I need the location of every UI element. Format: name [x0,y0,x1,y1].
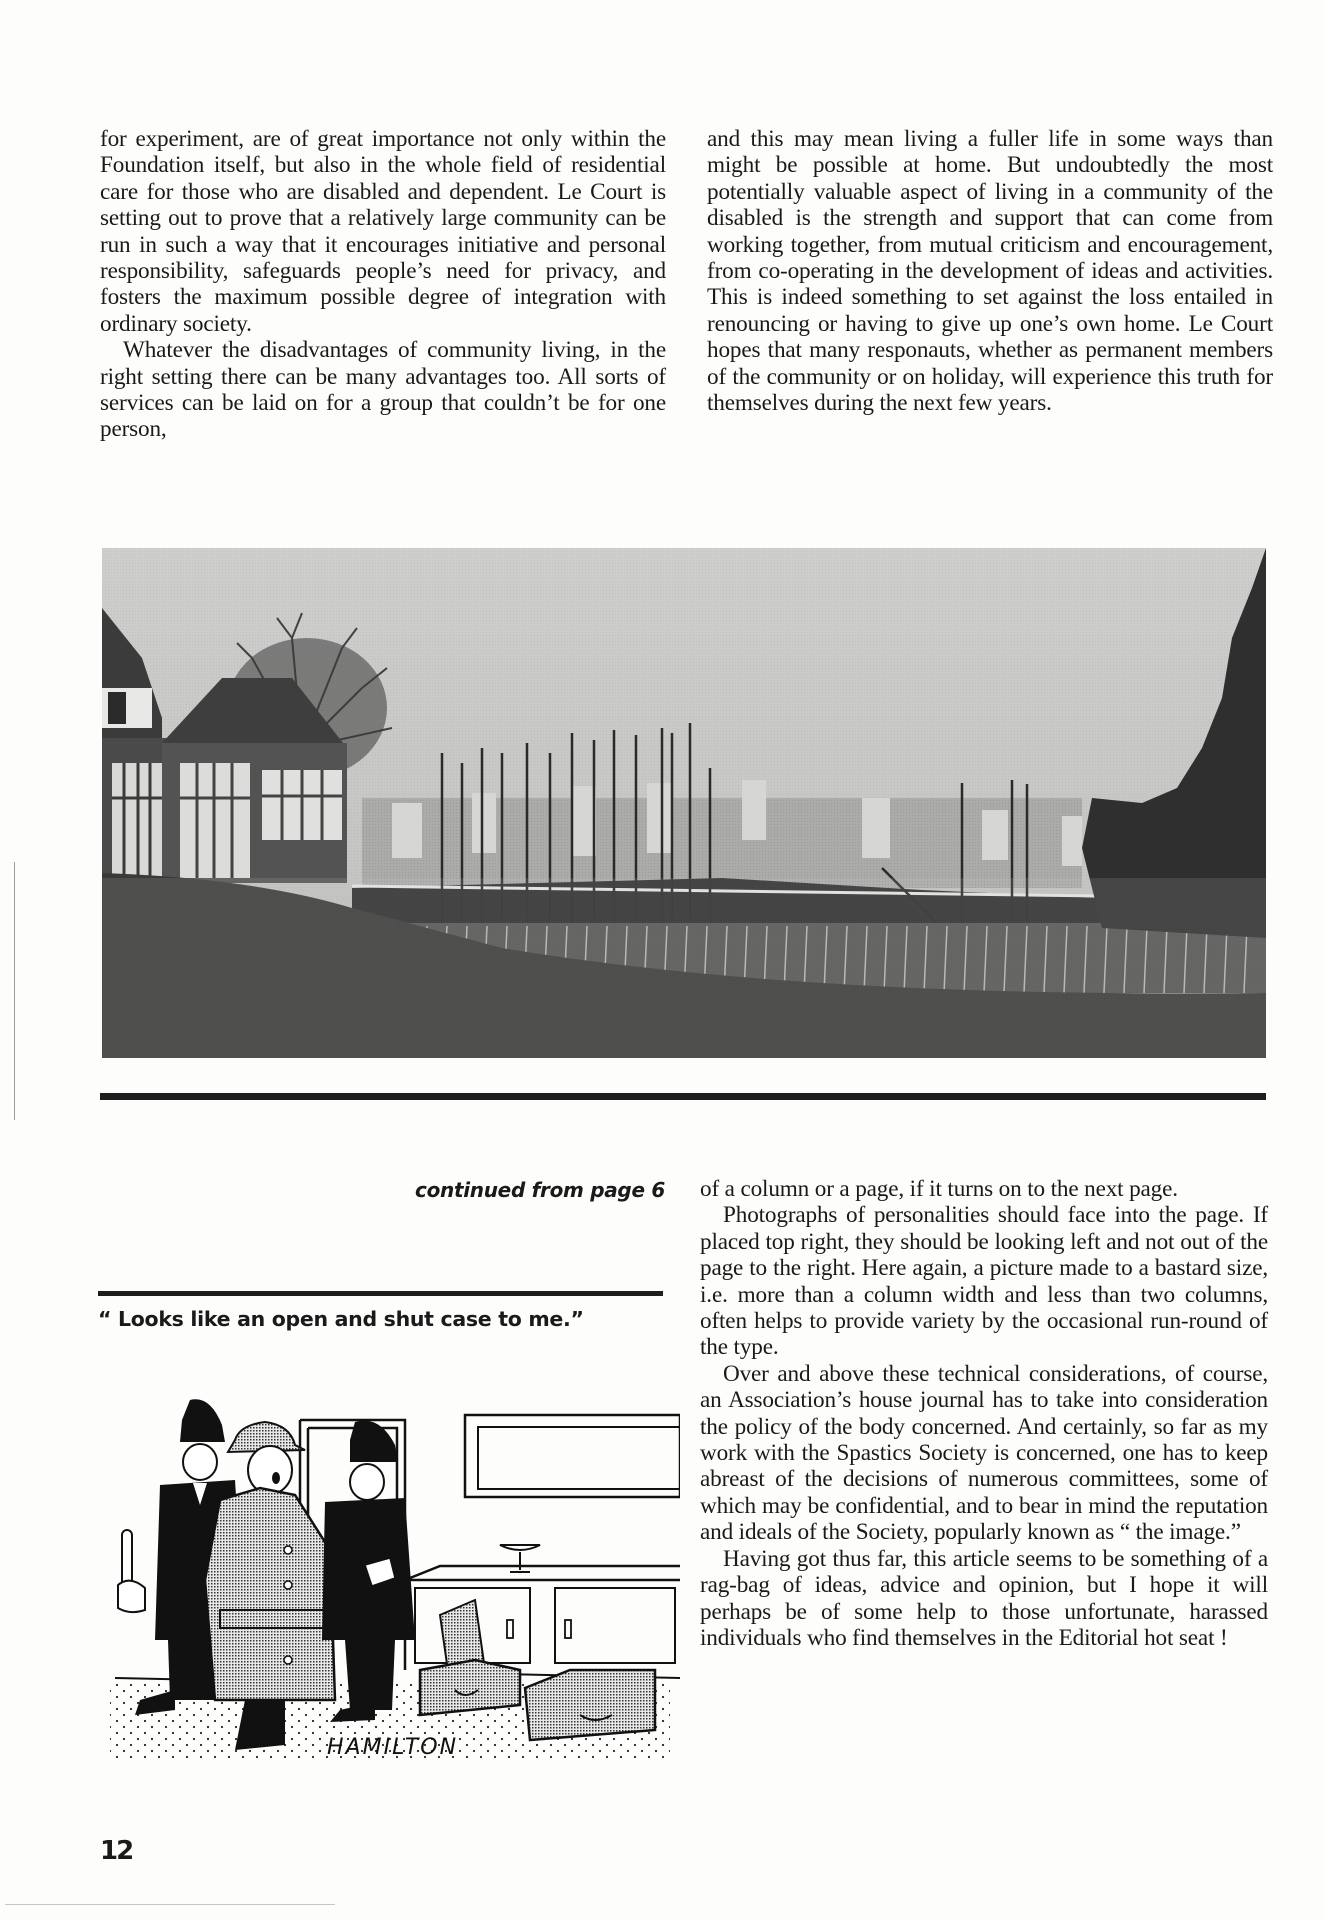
article-top-right-column [707,126,1273,416]
article-top-left-column [100,126,666,443]
policeman-right [322,1421,415,1722]
photo-illustration [102,548,1266,1058]
scan-edge-line [5,1904,335,1905]
le-court-construction-photo [102,548,1266,1058]
detective [205,1422,335,1750]
paragraph: Over and above these technical considerations, of course, an Association’s house journal has to take into consideration the policy of the body concerned. And certainly, so far as my work with the Spastics Society is concerned, one has to keep abreast of the decisions of numerous committees, some of which may be confidential, and to bear in mind the reputation and ideals of the Society, popularly known as “ the image.” [700,1360,1268,1546]
page-number: 12 [100,1836,133,1866]
paragraph: and this may mean living a fuller life in some ways than might be possible at home. But undoubtedly the most potentially valuable aspect of living in a community of the disabled is the strength and support that can come from working together, from mutual criticism and encouragement, from co-operating in the development of ideas and activities. This is indeed something to set against the loss entailed in renouncing or having to give up one’s own home. Le Court hopes that many responauts, whether as permanent members of the community or on holiday, will experience this truth for themselves during the next few years. [707,126,1273,417]
cartoon-divider-rule [98,1291,663,1296]
section-divider-rule [100,1093,1266,1100]
cartoonist-signature: HAMILTON [327,1735,459,1760]
paragraph: of a column or a page, if it turns on to the next page. [700,1176,1178,1202]
paragraph: Whatever the disadvantages of community living, in the right setting there can be many advantages too. All sorts of services can be laid on for a group that couldn’t be for one person, [100,337,666,443]
paragraph: for experiment, are of great importance not only within the Foundation itself, but also in the whole field of residential care for those who are disabled and dependent. Le Court is setting out to prove that a relatively large community can be run in such a way that it encourages initiative and personal responsibility, safeguards people’s need for privacy, and fosters the maximum possible degree of integration with ordinary society. [100,126,666,337]
article-bottom-right-column [700,1176,1268,1651]
continued-from-label: continued from page 6 [415,1178,665,1202]
paragraph: Having got thus far, this article seems to be something of a rag-bag of ideas, advice and opinion, but I hope it will perhaps be of some help to those unfortunate, harassed individuals who find themselves in the Editorial hot seat ! [700,1545,1268,1651]
police-cartoon-drawing [100,1370,680,1760]
cartoon-illustration [100,1370,680,1760]
paragraph: Photographs of personalities should face into the page. If placed top right, they should be looking left and not out of the page to the right. Here again, a picture made to a bastard size, i.e. more than a column width and less than two columns, often helps to provide variety by the occasional run-round of the type. [700,1202,1268,1361]
scan-edge-line [14,862,15,1120]
cartoon-caption: “ Looks like an open and shut case to me.” [98,1307,584,1331]
